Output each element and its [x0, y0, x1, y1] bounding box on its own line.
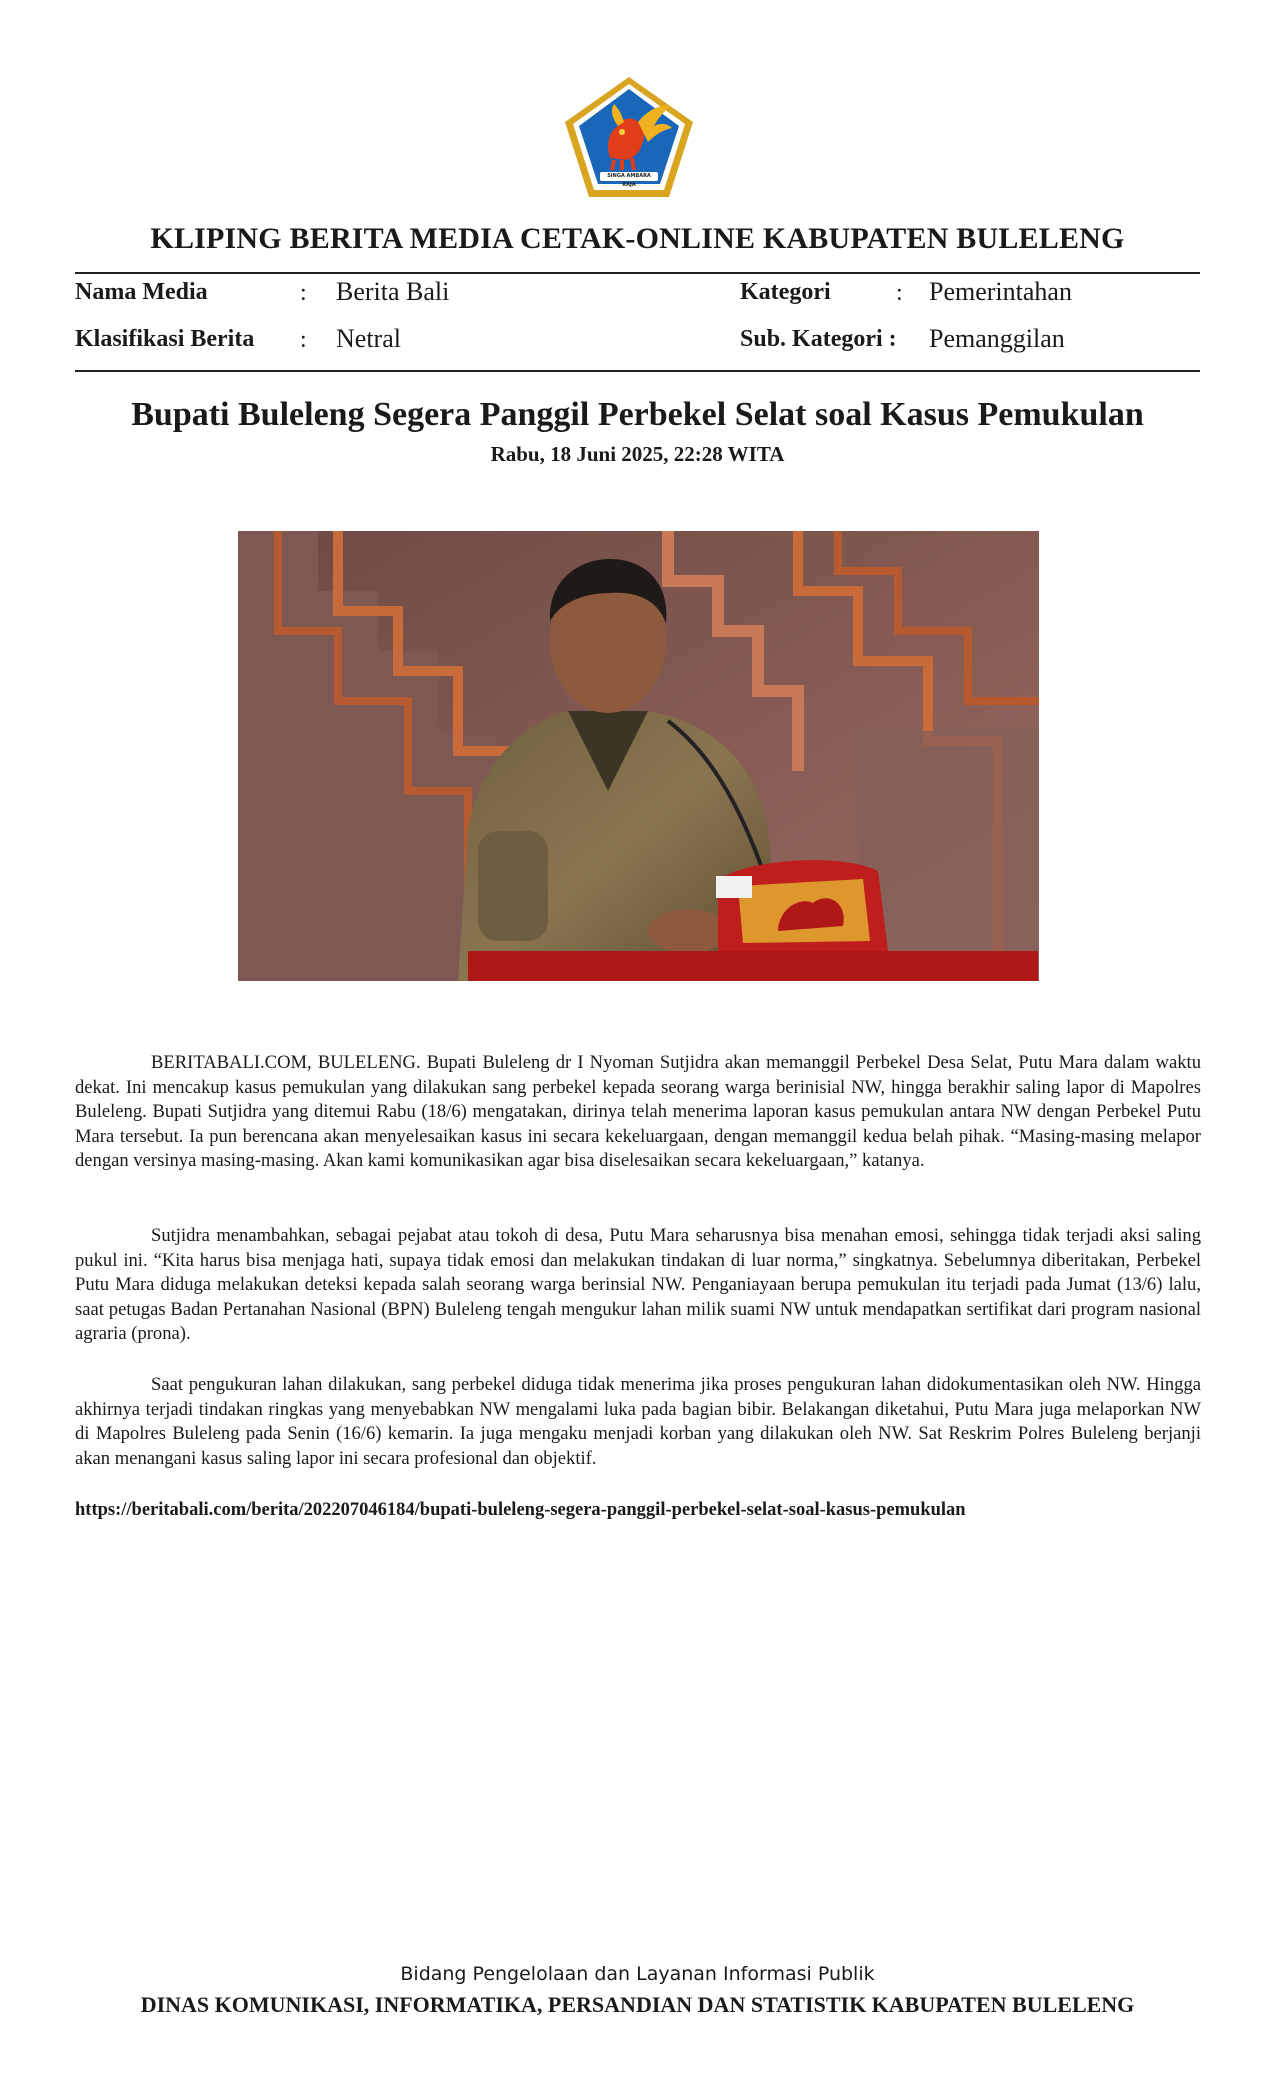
subkategori-label: Sub. Kategori :	[740, 326, 897, 352]
kategori-label: Kategori	[740, 279, 831, 305]
speaker-at-podium-photo-icon	[238, 531, 1039, 981]
logo-motto: SINGA AMBARA RAJA	[607, 173, 651, 188]
media-colon: :	[300, 280, 307, 306]
footer-agency: DINAS KOMUNIKASI, INFORMATIKA, PERSANDIAN DAN STATISTIK KABUPATEN BULELENG	[140, 1992, 1135, 2017]
kategori-value: Pemerintahan	[929, 277, 1072, 306]
divider	[75, 272, 1200, 274]
media-label: Nama Media	[75, 279, 208, 305]
article-headline: Bupati Buleleng Segera Panggil Perbekel Selat soal Kasus Pemukulan	[131, 396, 1144, 433]
source-link[interactable]: https://beritabali.com/berita/202207046184/bupati-buleleng-segera-panggil-perbekel-selat-soal-kasus-pemukulan	[75, 1500, 966, 1520]
kategori-colon: :	[896, 280, 903, 306]
article-date: Rabu, 18 Juni 2025, 22:28 WITA	[490, 442, 785, 466]
subkategori-value: Pemanggilan	[929, 324, 1065, 353]
article-paragraph: Sutjidra menambahkan, sebagai pejabat atau tokoh di desa, Putu Mara seharusnya bisa menahan emosi, sehingga tidak terjadi aksi saling pukul ini. “Kita harus bisa menjaga hati, supaya tidak emosi dan melakukan tindakan di luar norma,” singkatnya. Sebelumnya diberitakan, Perbekel Putu Mara diduga melakukan deteksi kepada salah seorang warga berinsial NW. Penganiayaan berupa pemukulan itu terjadi pada Jumat (13/6) lalu, saat petugas Badan Pertanahan Nasional (BPN) Buleleng tengah mengukur lahan milik suami NW untuk mendapatkan sertifikat dari program nasional agraria (prona).	[75, 1225, 1201, 1345]
article-paragraph: Saat pengukuran lahan dilakukan, sang perbekel diduga tidak menerima jika proses pengukuran lahan didokumentasikan oleh NW. Hingga akhirnya terjadi tindakan ringkas yang menyebabkan NW mengalami luka pada bagian bibir. Belakangan diketahui, Putu Mara juga melaporkan NW di Mapolres Buleleng pada Senin (16/6) kemarin. Ia juga mengaku menjadi korban yang dilakukan oleh NW. Sat Reskrim Polres Buleleng berjanji akan menangani kasus saling lapor ini secara profesional dan objektif.	[75, 1374, 1201, 1469]
footer-department: Bidang Pengelolaan dan Layanan Informasi Publik	[400, 1963, 875, 1985]
divider	[75, 370, 1200, 372]
singa-ambara-raja-emblem-icon	[562, 74, 696, 200]
klasifikasi-label: Klasifikasi Berita	[75, 326, 255, 352]
document-title: KLIPING BERITA MEDIA CETAK-ONLINE KABUPATEN BULELENG	[150, 222, 1125, 255]
klasifikasi-colon: :	[300, 327, 307, 353]
article-paragraph: BERITABALI.COM, BULELENG. Bupati Buleleng dr I Nyoman Sutjidra akan memanggil Perbekel Desa Selat, Putu Mara dalam waktu dekat. Ini mencakup kasus pemukulan yang dilakukan sang perbekel kepada seorang warga berinisial NW, hingga berakhir saling lapor di Mapolres Buleleng. Bupati Sutjidra yang ditemui Rabu (18/6) mengatakan, dirinya telah menerima laporan kasus pemukulan antara NW dengan Perbekel Putu Mara tersebut. Ia pun berencana akan menyelesaikan kasus ini secara kekeluargaan, dengan memanggil kedua belah pihak. “Masing-masing melapor dengan versinya masing-masing. Akan kami komunikasikan agar bisa diselesaikan secara kekeluargaan,” katanya.	[75, 1052, 1201, 1172]
klasifikasi-value: Netral	[336, 324, 401, 353]
media-value: Berita Bali	[336, 277, 450, 306]
